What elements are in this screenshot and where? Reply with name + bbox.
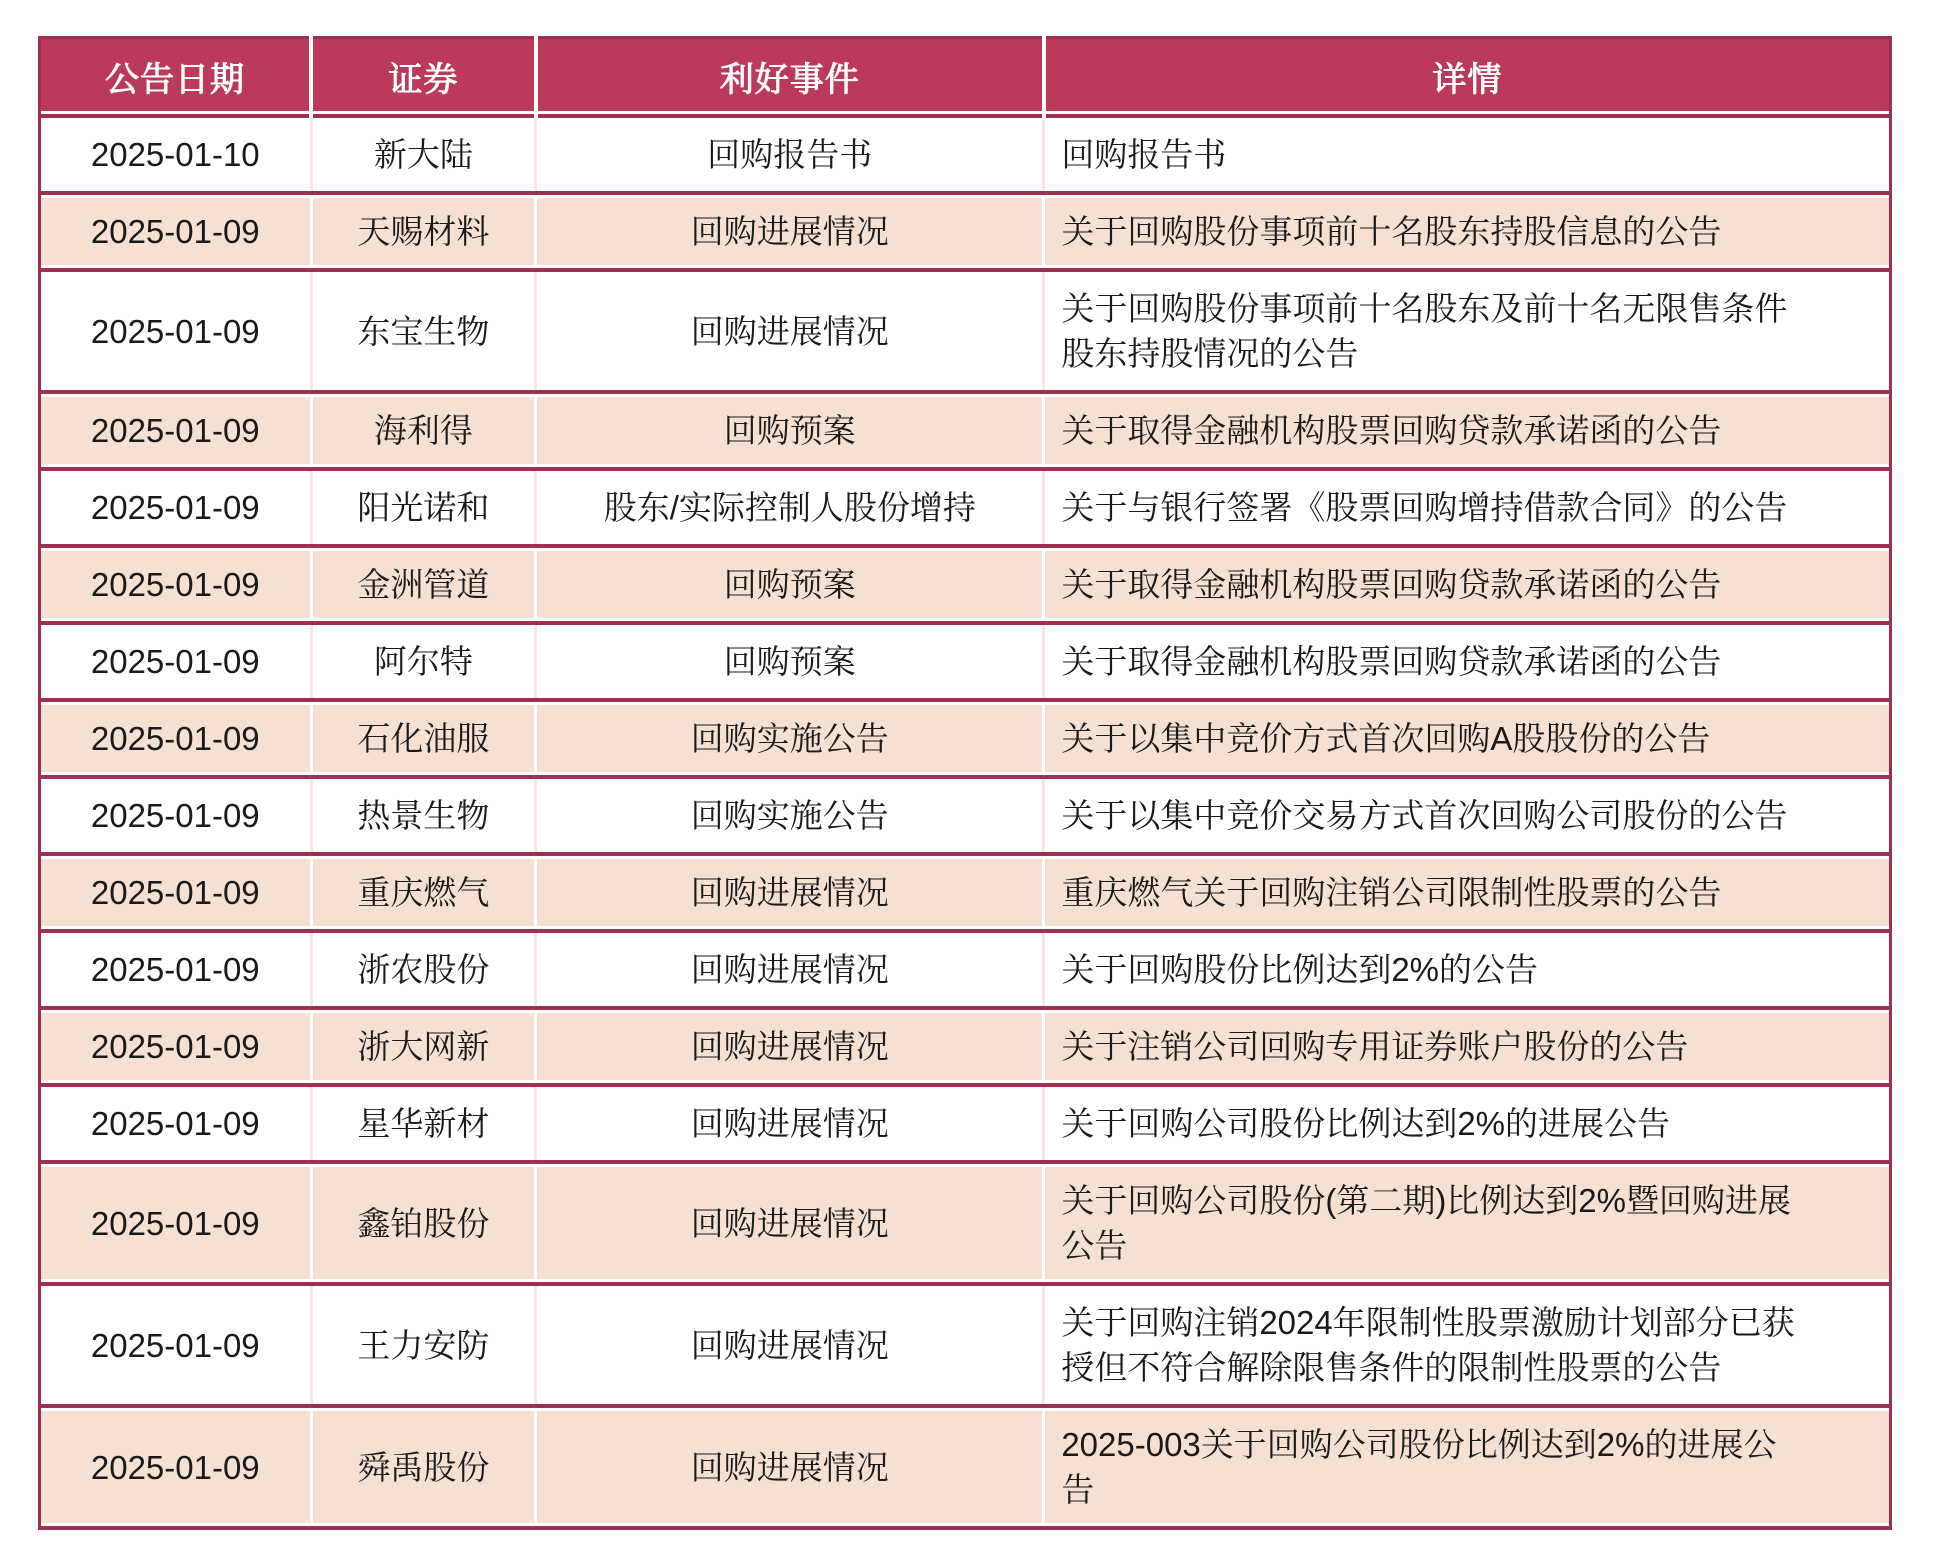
cell-event: 回购进展情况 (536, 1085, 1044, 1162)
cell-event: 回购报告书 (536, 116, 1044, 193)
cell-detail: 关于与银行签署《股票回购增持借款合同》的公告 (1044, 469, 1891, 546)
table-row (40, 1085, 1891, 1162)
cell-date: 2025-01-10 (40, 116, 312, 193)
table-row (40, 392, 1891, 469)
column-header-detail: 详情 (1044, 38, 1891, 117)
table-row (40, 116, 1891, 193)
cell-security: 天赐材料 (311, 193, 536, 270)
cell-date: 2025-01-09 (40, 270, 312, 392)
cell-security: 金洲管道 (311, 546, 536, 623)
table-row (40, 270, 1891, 392)
table-row (40, 854, 1891, 931)
cell-event: 回购实施公告 (536, 700, 1044, 777)
table-row (40, 546, 1891, 623)
cell-date: 2025-01-09 (40, 546, 312, 623)
cell-security: 王力安防 (311, 1284, 536, 1406)
cell-date: 2025-01-09 (40, 193, 312, 270)
cell-date: 2025-01-09 (40, 931, 312, 1008)
cell-detail: 关于以集中竞价方式首次回购A股股份的公告 (1044, 700, 1891, 777)
cell-date: 2025-01-09 (40, 1406, 312, 1528)
cell-event: 回购进展情况 (536, 1162, 1044, 1284)
cell-security: 东宝生物 (311, 270, 536, 392)
cell-detail: 关于取得金融机构股票回购贷款承诺函的公告 (1044, 623, 1891, 700)
column-header-date: 公告日期 (40, 38, 312, 117)
cell-event: 股东/实际控制人股份增持 (536, 469, 1044, 546)
cell-security: 海利得 (311, 392, 536, 469)
cell-security: 星华新材 (311, 1085, 536, 1162)
table-row (40, 1162, 1891, 1284)
table-row (40, 193, 1891, 270)
cell-event: 回购进展情况 (536, 854, 1044, 931)
cell-detail: 关于回购股份比例达到2%的公告 (1044, 931, 1891, 1008)
cell-date: 2025-01-09 (40, 1162, 312, 1284)
cell-date: 2025-01-09 (40, 700, 312, 777)
cell-event: 回购预案 (536, 392, 1044, 469)
table-header (40, 38, 1891, 117)
cell-detail: 关于注销公司回购专用证券账户股份的公告 (1044, 1008, 1891, 1085)
table-row (40, 700, 1891, 777)
table-row (40, 623, 1891, 700)
cell-event: 回购预案 (536, 623, 1044, 700)
table-row (40, 1008, 1891, 1085)
cell-event: 回购实施公告 (536, 777, 1044, 854)
table-body (40, 116, 1891, 1528)
column-header-security: 证券 (311, 38, 536, 117)
cell-detail: 关于取得金融机构股票回购贷款承诺函的公告 (1044, 546, 1891, 623)
buyback-announcement-table (38, 36, 1892, 1530)
cell-detail: 重庆燃气关于回购注销公司限制性股票的公告 (1044, 854, 1891, 931)
table-row (40, 1406, 1891, 1528)
cell-event: 回购进展情况 (536, 1284, 1044, 1406)
cell-security: 石化油服 (311, 700, 536, 777)
cell-detail: 关于回购注销2024年限制性股票激励计划部分已获授但不符合解除限售条件的限制性股票的公告 (1044, 1284, 1891, 1406)
cell-security: 阿尔特 (311, 623, 536, 700)
cell-security: 鑫铂股份 (311, 1162, 536, 1284)
cell-detail: 回购报告书 (1044, 116, 1891, 193)
cell-security: 舜禹股份 (311, 1406, 536, 1528)
cell-date: 2025-01-09 (40, 777, 312, 854)
cell-security: 热景生物 (311, 777, 536, 854)
cell-security: 浙大网新 (311, 1008, 536, 1085)
cell-detail: 2025-003关于回购公司股份比例达到2%的进展公告 (1044, 1406, 1891, 1528)
cell-security: 新大陆 (311, 116, 536, 193)
cell-event: 回购进展情况 (536, 1406, 1044, 1528)
cell-detail: 关于取得金融机构股票回购贷款承诺函的公告 (1044, 392, 1891, 469)
table-header-row (40, 38, 1891, 117)
cell-detail: 关于以集中竞价交易方式首次回购公司股份的公告 (1044, 777, 1891, 854)
cell-security: 阳光诺和 (311, 469, 536, 546)
cell-event: 回购进展情况 (536, 270, 1044, 392)
table-row (40, 931, 1891, 1008)
cell-date: 2025-01-09 (40, 469, 312, 546)
cell-security: 重庆燃气 (311, 854, 536, 931)
cell-detail: 关于回购公司股份比例达到2%的进展公告 (1044, 1085, 1891, 1162)
table-row (40, 777, 1891, 854)
cell-date: 2025-01-09 (40, 1284, 312, 1406)
cell-event: 回购进展情况 (536, 931, 1044, 1008)
cell-date: 2025-01-09 (40, 392, 312, 469)
cell-date: 2025-01-09 (40, 623, 312, 700)
cell-event: 回购进展情况 (536, 1008, 1044, 1085)
cell-detail: 关于回购股份事项前十名股东持股信息的公告 (1044, 193, 1891, 270)
table-row (40, 1284, 1891, 1406)
column-header-event: 利好事件 (536, 38, 1044, 117)
cell-detail: 关于回购股份事项前十名股东及前十名无限售条件股东持股情况的公告 (1044, 270, 1891, 392)
table-row (40, 469, 1891, 546)
cell-security: 浙农股份 (311, 931, 536, 1008)
cell-date: 2025-01-09 (40, 1008, 312, 1085)
cell-event: 回购预案 (536, 546, 1044, 623)
cell-date: 2025-01-09 (40, 1085, 312, 1162)
cell-event: 回购进展情况 (536, 193, 1044, 270)
cell-date: 2025-01-09 (40, 854, 312, 931)
cell-detail: 关于回购公司股份(第二期)比例达到2%暨回购进展公告 (1044, 1162, 1891, 1284)
